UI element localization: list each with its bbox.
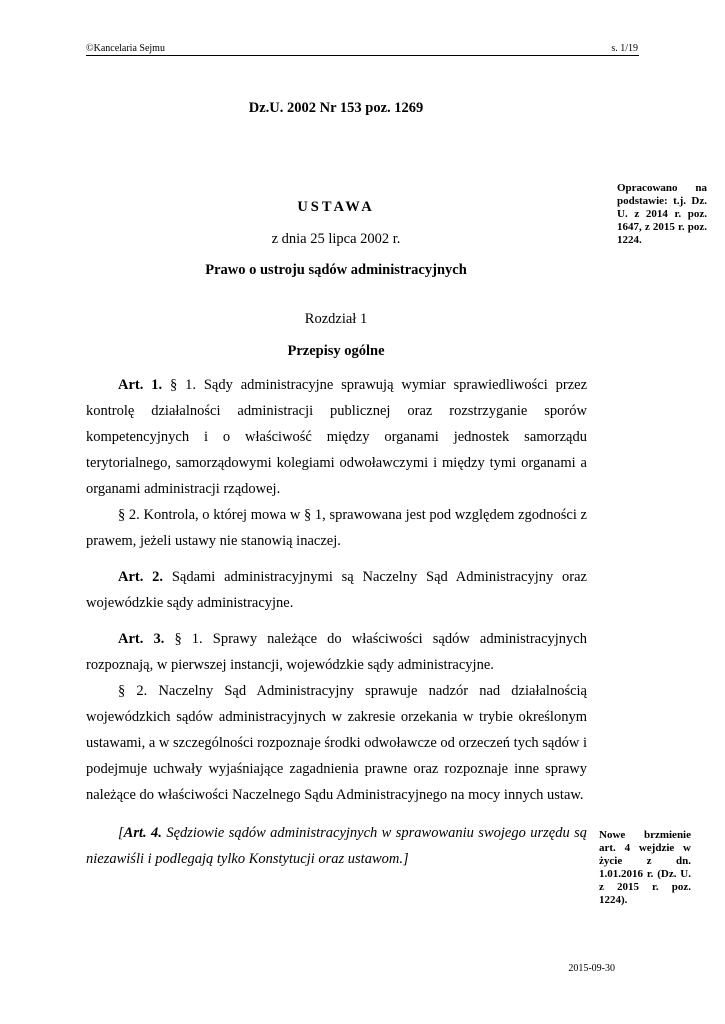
article-4-label: Art. 4. (123, 825, 162, 841)
page-number: s. 1/19 (611, 43, 638, 54)
margin-note-amendment: Nowe brzmienie art. 4 wejdzie w życie z dn. 1.01.2016 r. (Dz. U. z 2015 r. poz. 1224). (599, 829, 691, 906)
article-3-paragraph-2 (86, 678, 587, 808)
margin-note-source: Opracowano na podstawie: t.j. Dz. U. z 2014 r. poz. 1647, z 2015 r. poz. 1224. (617, 182, 707, 246)
document-body (86, 372, 587, 872)
article-4-open-bracket: [ (118, 825, 124, 841)
header-divider (86, 55, 639, 56)
article-3-paragraph-1 (86, 626, 587, 678)
article-4 (86, 820, 587, 872)
article-1-paragraph-1 (86, 372, 587, 502)
chapter-title: Przepisy ogólne (287, 343, 385, 359)
act-type-heading: USTAWA (297, 199, 375, 215)
article-1-paragraph-2-text: § 2. Kontrola, o której mowa w § 1, sprawowana jest pod względem zgodności z prawem, jeżeli ustawy nie stanowią inaczej. (86, 507, 587, 549)
article-3-label: Art. 3. (118, 631, 165, 647)
article-2-label: Art. 2. (118, 569, 164, 585)
article-4-text: Sędziowie sądów administracyjnych w sprawowaniu swojego urzędu są niezawiśli i podlegają tylko Konstytucji oraz ustawom. (86, 825, 588, 867)
journal-citation: Dz.U. 2002 Nr 153 poz. 1269 (248, 100, 424, 116)
act-date: z dnia 25 lipca 2002 r. (271, 231, 401, 247)
article-1-label: Art. 1. (118, 377, 163, 393)
article-3-paragraph-2-text: § 2. Naczelny Sąd Administracyjny sprawuje nadzór nad działalnością wojewódzkich sądów administracyjnych w zakresie orzekania w trybie określonym ustawami, a w szczególności rozpoznaje środki odwoławcze od orzeczeń tych sądów i podejmuje uchwały wyjaśniające zagadnienia prawne oraz rozpoznaje inne sprawy należące do właściwości Naczelnego Sądu Administracyjnego na mocy innych ustaw. (86, 683, 587, 803)
article-1-paragraph-2 (86, 502, 587, 554)
article-3-paragraph-1-text: § 1. Sprawy należące do właściwości sądów administracyjnych rozpoznają, w pierwszej instancji, wojewódzkie sądy administracyjne. (86, 631, 587, 673)
article-4-close-bracket: ] (402, 851, 409, 867)
article-2-text: Sądami administracyjnymi są Naczelny Sąd Administracyjny oraz wojewódzkie sądy administracyjne. (86, 569, 587, 611)
footer-date: 2015-09-30 (568, 963, 615, 974)
article-1-paragraph-1-text: § 1. Sądy administracyjne sprawują wymiar sprawiedliwości przez kontrolę działalności administracji publicznej oraz rozstrzyganie sporów kompetencyjnych i o właściwość między organami jednostek samorządu terytorialnego, samorządowymi kolegiami odwoławczymi i między tymi organami a organami administracji rządowej. (86, 377, 588, 497)
article-2 (86, 564, 587, 616)
act-title: Prawo o ustroju sądów administracyjnych (205, 262, 467, 278)
header-publisher: ©Kancelaria Sejmu (86, 43, 165, 54)
chapter-number: Rozdział 1 (304, 311, 368, 327)
